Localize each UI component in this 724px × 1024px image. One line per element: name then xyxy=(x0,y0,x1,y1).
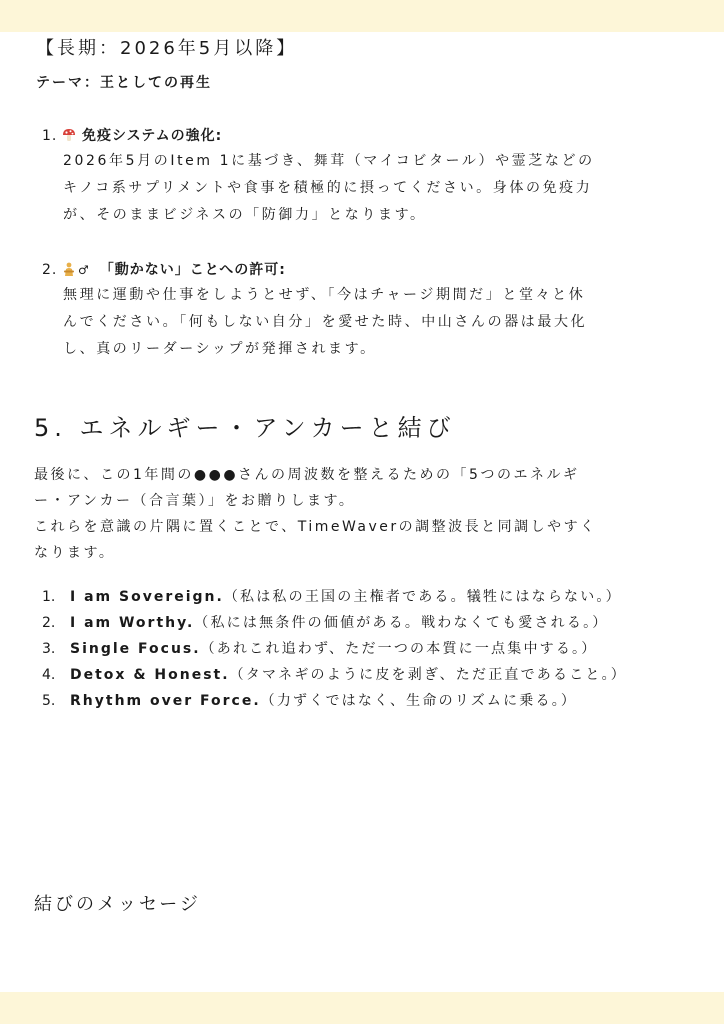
anchor-number: 2. xyxy=(42,615,56,631)
list-item-immune xyxy=(42,124,690,229)
long-term-heading: 【長期：2026年5月以降】 xyxy=(36,38,298,59)
anchor-number: 4. xyxy=(42,667,56,683)
list-item xyxy=(42,584,682,610)
footer-band xyxy=(0,992,724,1024)
closing-heading: 結びのメッセージ xyxy=(34,894,201,915)
item-body xyxy=(63,282,690,363)
male-sign-icon: ♂ xyxy=(78,263,90,277)
item-line: 2026年5月のItem 1に基づき、舞茸（マイコビタール）や霊芝などの xyxy=(63,153,595,169)
item-number: 2. xyxy=(42,262,58,278)
item-title: 免疫システムの強化: xyxy=(82,128,223,144)
person-resting-icon xyxy=(62,262,76,276)
item-line: キノコ系サプリメントや食事を積極的に摂ってください。身体の免疫力 xyxy=(63,180,593,196)
section-intro xyxy=(34,462,684,566)
anchor-note: （あれこれ追わず、ただ一つの本質に一点集中する。） xyxy=(200,641,598,657)
header-band xyxy=(0,0,724,32)
item-line: し、真のリーダーシップが発揮されます。 xyxy=(63,341,377,357)
item-body xyxy=(63,148,690,229)
anchor-note: （力ずくではなく、生命のリズムに乗る。） xyxy=(260,693,578,709)
list-item xyxy=(42,636,682,662)
anchor-note: （私は私の王国の主権者である。犠牲にはならない。） xyxy=(223,589,622,605)
list-item xyxy=(42,610,682,636)
anchor-phrase: Single Focus. xyxy=(70,641,201,657)
item-line: んでください。「何もしない自分」を愛せた時、中山さんの器は最大化 xyxy=(63,314,588,330)
mushroom-icon xyxy=(62,128,76,142)
anchor-note: （私には無条件の価値がある。戦わなくても愛される。） xyxy=(194,615,609,631)
item-line: が、そのままビジネスの「防御力」となります。 xyxy=(63,207,427,223)
intro-line: 最後に、この1年間の●●●さんの周波数を整えるための「5つのエネルギ xyxy=(34,467,580,483)
intro-line: ー・アンカー（合言葉）」をお贈りします。 xyxy=(34,493,356,509)
list-item-permission xyxy=(42,258,690,363)
anchor-phrase: Rhythm over Force. xyxy=(70,693,261,709)
anchor-phrase: I am Worthy. xyxy=(70,615,195,631)
anchor-number: 3. xyxy=(42,641,56,657)
list-item xyxy=(42,688,682,714)
anchor-list xyxy=(42,584,682,714)
anchor-note: （タマネギのように皮を剥ぎ、ただ正直であること。） xyxy=(229,667,628,683)
list-item xyxy=(42,662,682,688)
anchor-phrase: Detox & Honest. xyxy=(70,667,230,683)
section-heading: 5. エネルギー・アンカーと結び xyxy=(34,414,456,442)
item-line: 無理に運動や仕事をしようとせず、「今はチャージ期間だ」と堂々と休 xyxy=(63,287,586,303)
anchor-number: 5. xyxy=(42,693,56,709)
item-number: 1. xyxy=(42,128,58,144)
item-title: 「動かない」ことへの許可: xyxy=(99,262,286,278)
intro-line: なります。 xyxy=(34,545,116,561)
anchor-number: 1. xyxy=(42,589,56,605)
intro-line: これらを意識の片隅に置くことで、TimeWaverの調整波長と同調しやすく xyxy=(34,519,597,535)
anchor-phrase: I am Sovereign. xyxy=(70,589,224,605)
theme-label: テーマ：王としての再生 xyxy=(36,75,212,91)
